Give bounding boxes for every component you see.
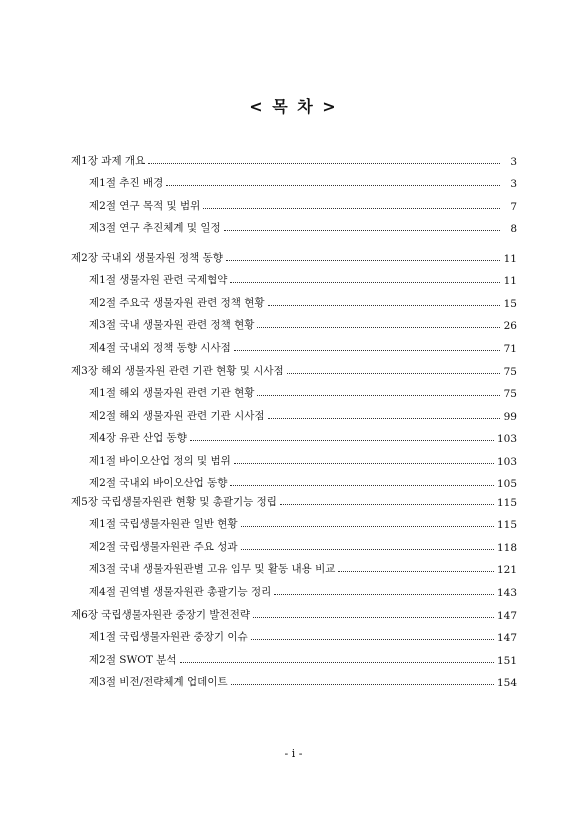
toc-section-entry-page: 15 xyxy=(503,297,517,310)
dot-leader xyxy=(226,259,500,261)
toc-section-entry-page: 154 xyxy=(496,677,517,690)
toc-section-entry-page: 151 xyxy=(496,654,517,667)
toc-section-entry[interactable] xyxy=(89,448,517,468)
toc-chapter-entry-label: 제2장 국내외 생물자원 정책 동향 xyxy=(71,252,223,264)
toc-section-entry-page: 71 xyxy=(503,342,517,355)
toc-section-entry-label: 제3절 비전/전략체계 업데이트 xyxy=(89,676,228,689)
toc-section-entry[interactable] xyxy=(89,193,517,213)
toc-section-entry-page: 118 xyxy=(496,541,517,554)
dot-leader xyxy=(251,638,494,640)
toc-section-entry[interactable] xyxy=(89,425,517,445)
toc-section-entry-page: 147 xyxy=(496,632,517,645)
toc-section-entry[interactable] xyxy=(89,403,517,423)
toc-section-entry-label: 제3절 국내 생물자원관별 고유 임무 및 활동 내용 비교 xyxy=(89,563,336,576)
toc-section-entry-label: 제3절 연구 추진체계 및 일정 xyxy=(89,222,221,235)
toc-section-entry-label: 제2절 국립생물자원관 주요 성과 xyxy=(89,540,238,553)
toc-chapter-entry-label: 제6장 국립생물자원관 중장기 발전전략 xyxy=(71,609,250,621)
dot-leader xyxy=(224,229,500,231)
toc-title: < 목 차 > xyxy=(249,97,338,116)
toc-section-entry[interactable] xyxy=(89,470,517,490)
page-number-footer: - i - xyxy=(284,747,303,760)
toc-section-entry-page: 7 xyxy=(510,200,517,213)
toc-section-entry-label: 제2절 국내외 바이오산업 동향 xyxy=(89,477,228,489)
toc-chapter-entry-label: 제3장 해외 생물자원 관련 기관 현황 및 시사점 xyxy=(71,365,284,377)
toc-section-entry-label: 제1절 생물자원 관련 국제협약 xyxy=(89,274,228,287)
dot-leader xyxy=(241,525,494,527)
toc-section-entry[interactable] xyxy=(89,579,517,599)
dot-leader xyxy=(166,184,500,186)
toc-section-entry-label: 제2절 해외 생물자원 관련 기관 시사점 xyxy=(89,409,265,422)
dot-leader xyxy=(268,304,500,306)
toc-section-entry-page: 26 xyxy=(503,320,517,333)
toc-section-entry-label: 제1절 국립생물자원관 일반 현황 xyxy=(89,518,238,531)
toc-section-entry-page: 143 xyxy=(496,586,517,599)
toc-chapter-entry[interactable] xyxy=(71,245,517,265)
dot-leader xyxy=(230,281,500,283)
dot-leader xyxy=(203,207,500,209)
toc-chapter-entry-label: 제5장 국립생물자원관 현황 및 총괄기능 정립 xyxy=(71,496,277,508)
dot-leader xyxy=(241,548,494,550)
dot-leader xyxy=(268,417,500,419)
toc-section-entry-page: 75 xyxy=(503,388,517,401)
dot-leader xyxy=(257,326,500,328)
toc-section-entry-label: 제1절 바이오산업 정의 및 범위 xyxy=(89,454,231,467)
toc-section-entry[interactable] xyxy=(89,170,517,190)
toc-section-entry[interactable] xyxy=(89,380,517,400)
toc-section-entry[interactable] xyxy=(89,335,517,355)
toc-section-entry-page: 3 xyxy=(510,178,517,191)
toc-chapter-entry[interactable] xyxy=(71,602,517,622)
dot-leader xyxy=(234,462,494,464)
toc-section-entry[interactable] xyxy=(89,669,517,689)
dot-leader xyxy=(253,616,494,618)
toc-section-entry-label: 제2절 SWOT 분석 xyxy=(89,653,177,666)
toc-section-entry[interactable] xyxy=(89,556,517,576)
toc-chapter-entry-page: 11 xyxy=(503,253,517,265)
toc-chapter-entry-page: 147 xyxy=(496,610,517,622)
toc-section-entry-page: 115 xyxy=(496,519,517,532)
toc-section-entry[interactable] xyxy=(89,267,517,287)
toc-section-entry-label: 제1절 국립생물자원관 중장기 이슈 xyxy=(89,631,248,644)
toc-chapter-entry[interactable] xyxy=(71,358,517,378)
toc-section-entry-page: 105 xyxy=(496,478,517,490)
toc-section-entry-page: 11 xyxy=(503,275,517,288)
toc-section-entry-page: 103 xyxy=(496,433,517,446)
toc-section-entry-label: 제1절 추진 배경 xyxy=(89,177,164,190)
toc-section-entry-page: 8 xyxy=(510,223,517,236)
dot-leader xyxy=(338,570,494,572)
dot-leader xyxy=(180,661,494,663)
toc-section-entry[interactable] xyxy=(89,312,517,332)
dot-leader xyxy=(148,162,500,164)
dot-leader xyxy=(234,349,500,351)
toc-section-entry-page: 103 xyxy=(496,455,517,468)
toc-section-entry-label: 제4절 권역별 생물자원관 총괄기능 정리 xyxy=(89,585,272,598)
toc-chapter-entry-page: 115 xyxy=(496,497,517,509)
toc-section-entry[interactable] xyxy=(89,624,517,644)
toc-section-entry-label: 제3절 국내 생물자원 관련 정책 현황 xyxy=(89,319,255,332)
toc-section-entry-page: 99 xyxy=(503,410,517,423)
toc-section-entry-label: 제1절 해외 생물자원 관련 기관 현황 xyxy=(89,387,255,400)
toc-chapter-entry-page: 3 xyxy=(510,156,517,168)
toc-section-entry[interactable] xyxy=(89,290,517,310)
toc-section-entry-label: 제4절 국내외 정책 동향 시사점 xyxy=(89,341,231,354)
toc-section-entry[interactable] xyxy=(89,534,517,554)
toc-section-entry[interactable] xyxy=(89,215,517,235)
dot-leader xyxy=(231,683,494,685)
toc-chapter-entry-label: 제1장 과제 개요 xyxy=(71,155,146,167)
toc-section-entry-page: 121 xyxy=(496,564,517,577)
dot-leader xyxy=(280,503,494,505)
toc-chapter-entry-page: 75 xyxy=(503,366,517,378)
dot-leader xyxy=(190,439,494,441)
dot-leader xyxy=(257,394,500,396)
toc-section-entry-label: 제2절 연구 목적 및 범위 xyxy=(89,199,201,212)
dot-leader xyxy=(274,593,494,595)
toc-section-entry[interactable] xyxy=(89,511,517,531)
dot-leader xyxy=(287,372,500,374)
dot-leader xyxy=(230,484,494,486)
toc-section-entry-label: 제2절 주요국 생물자원 관련 정책 현황 xyxy=(89,296,265,309)
toc-section-entry-label: 제4장 유관 산업 동향 xyxy=(89,432,187,445)
toc-chapter-entry[interactable] xyxy=(71,148,517,168)
toc-section-entry[interactable] xyxy=(89,647,517,667)
toc-chapter-entry[interactable] xyxy=(71,489,517,509)
